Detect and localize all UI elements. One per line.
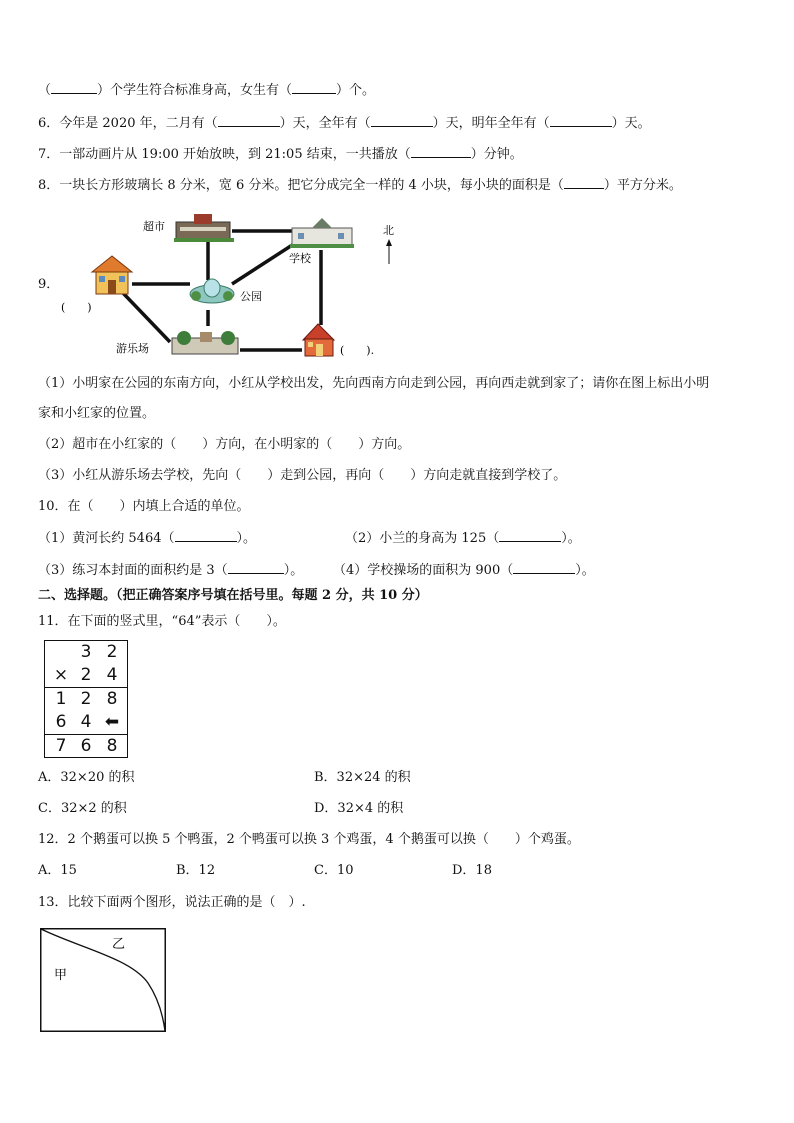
q7-text-post: ）分钟。: [470, 147, 523, 162]
q8-line: [38, 177, 682, 195]
paren-xiaohong-home: ( ).: [340, 344, 375, 357]
q10-d-pre: （4）学校操场的面积为 900（: [333, 563, 514, 578]
paren-xiaoming-home: ( ): [61, 301, 92, 314]
vertical-row-1: [45, 641, 127, 664]
q11-stem: 11．在下面的竖式里，“64”表示（ ）。: [38, 614, 286, 629]
q13-figure: [40, 928, 166, 1032]
label-north: 北: [383, 224, 394, 237]
q11-option-d[interactable]: D．32×4 的积: [314, 801, 404, 816]
q9-map: [0, 210, 420, 360]
q12-stem: 12．2 个鹅蛋可以换 5 个鸭蛋，2 个鸭蛋可以换 3 个鸡蛋，4 个鹅蛋可以换（ ）个鸡蛋。: [38, 832, 580, 847]
q10-c-pre: （3）练习本封面的面积约是 3（: [38, 563, 228, 578]
q5-text-post: ）个。: [336, 83, 376, 98]
q5-text-mid: ）个学生符合标准身高，女生有（: [97, 83, 293, 98]
q12-option-d[interactable]: D．18: [452, 863, 492, 878]
q8-text-pre: 8．一块长方形玻璃长 8 分米，宽 6 分米。把它分成完全一样的 4 小块，每小块的面积是（: [38, 178, 564, 193]
digit: 7: [55, 736, 67, 756]
q11-option-b[interactable]: B．32×24 的积: [314, 770, 411, 785]
vertical-multiplication: [44, 640, 128, 758]
answer-blank[interactable]: [51, 82, 97, 94]
q7-text-pre: 7．一部动画片从 19:00 开始放映，到 21:05 结束，一共播放（: [38, 147, 411, 162]
q13-stem: 13．比较下面两个图形，说法正确的是（ ）.: [38, 895, 306, 910]
answer-blank[interactable]: [564, 177, 604, 189]
q5-text-pre: （: [38, 83, 52, 98]
q10-a: [38, 530, 256, 548]
label-park: 公园: [240, 290, 262, 303]
vertical-row-2: [45, 664, 127, 687]
q9-sub3: （3）小红从游乐场去学校，先向（ ）走到公园，再向（ ）方向走就直接到学校了。: [38, 468, 567, 483]
q11-option-a[interactable]: A．32×20 的积: [38, 770, 135, 785]
left-arrow-icon: ⬅: [104, 712, 120, 732]
q8-text-post: ）平方分米。: [603, 178, 682, 193]
q9-sub2: （2）超市在小红家的（ ）方向，在小明家的（ ）方向。: [38, 437, 411, 452]
playground-building-icon: [172, 331, 238, 354]
q5-tail-line: [38, 82, 375, 100]
q6-line: [38, 115, 651, 133]
label-playground: 游乐场: [116, 342, 149, 355]
q10-d: [333, 562, 595, 580]
answer-blank[interactable]: [550, 115, 612, 127]
digit: 3: [80, 642, 92, 662]
q6-text-post: ）天。: [611, 116, 651, 131]
answer-blank[interactable]: [513, 562, 575, 574]
digit: 2: [80, 689, 92, 709]
section-2-heading: 二、选择题。（把正确答案序号填在括号里。每题 2 分，共 10 分）: [38, 588, 428, 603]
q9-sub1-line2: 家和小红家的位置。: [38, 406, 156, 421]
q10-c-post: ）。: [283, 563, 304, 578]
digit: 4: [106, 665, 118, 685]
label-yi: 乙: [112, 937, 126, 952]
q10-a-post: ）。: [236, 531, 257, 546]
digit: 2: [80, 665, 92, 685]
digit: 1: [55, 689, 67, 709]
q10-a-pre: （1）黄河长约 5464（: [38, 531, 175, 546]
digit: 2: [106, 642, 118, 662]
answer-blank[interactable]: [371, 115, 433, 127]
q6-text-pre: 6．今年是 2020 年，二月有（: [38, 116, 218, 131]
digit: 6: [80, 736, 92, 756]
answer-blank[interactable]: [228, 562, 284, 574]
answer-blank[interactable]: [499, 530, 561, 542]
north-arrow-icon: [386, 239, 392, 264]
vertical-row-4: [45, 711, 127, 734]
q10-stem: 10．在（ ）内填上合适的单位。: [38, 499, 250, 514]
answer-blank[interactable]: [292, 82, 336, 94]
q9-number: 9．: [38, 277, 60, 292]
q10-b: [345, 530, 581, 548]
label-school: 学校: [289, 252, 311, 265]
answer-blank[interactable]: [218, 115, 280, 127]
park-fountain-icon: [190, 279, 234, 303]
q12-option-a[interactable]: A．15: [38, 863, 77, 878]
vertical-row-3: [45, 688, 127, 711]
q12-option-b[interactable]: B．12: [176, 863, 216, 878]
q11-option-c[interactable]: C．32×2 的积: [38, 801, 127, 816]
times-sign: ×: [53, 665, 69, 685]
digit: 4: [80, 712, 92, 732]
digit: 6: [55, 712, 67, 732]
supermarket-building-icon: [174, 214, 234, 242]
house-icon-right: [303, 324, 334, 356]
q12-option-c[interactable]: C．10: [314, 863, 354, 878]
q7-line: [38, 146, 523, 164]
label-supermarket: 超市: [143, 220, 165, 233]
vertical-row-5: [45, 735, 127, 758]
q10-d-post: ）。: [575, 563, 595, 578]
house-icon-left: [92, 256, 132, 294]
q10-c: [38, 562, 303, 580]
school-building-icon: [290, 218, 354, 248]
answer-blank[interactable]: [175, 530, 237, 542]
answer-blank[interactable]: [411, 146, 471, 158]
q9-sub1-line1: （1）小明家在公园的东南方向，小红从学校出发，先向西南方向走到公园，再向西走就到家了；请你在图上标出小明: [38, 376, 710, 391]
q10-b-post: ）。: [561, 531, 581, 546]
q6-text-m1: ）天，全年有（: [279, 116, 371, 131]
q6-text-m2: ）天，明年全年有（: [432, 116, 550, 131]
digit: 8: [106, 689, 118, 709]
digit: 8: [106, 736, 118, 756]
q10-b-pre: （2）小兰的身高为 125（: [345, 531, 500, 546]
label-jia: 甲: [54, 968, 68, 983]
